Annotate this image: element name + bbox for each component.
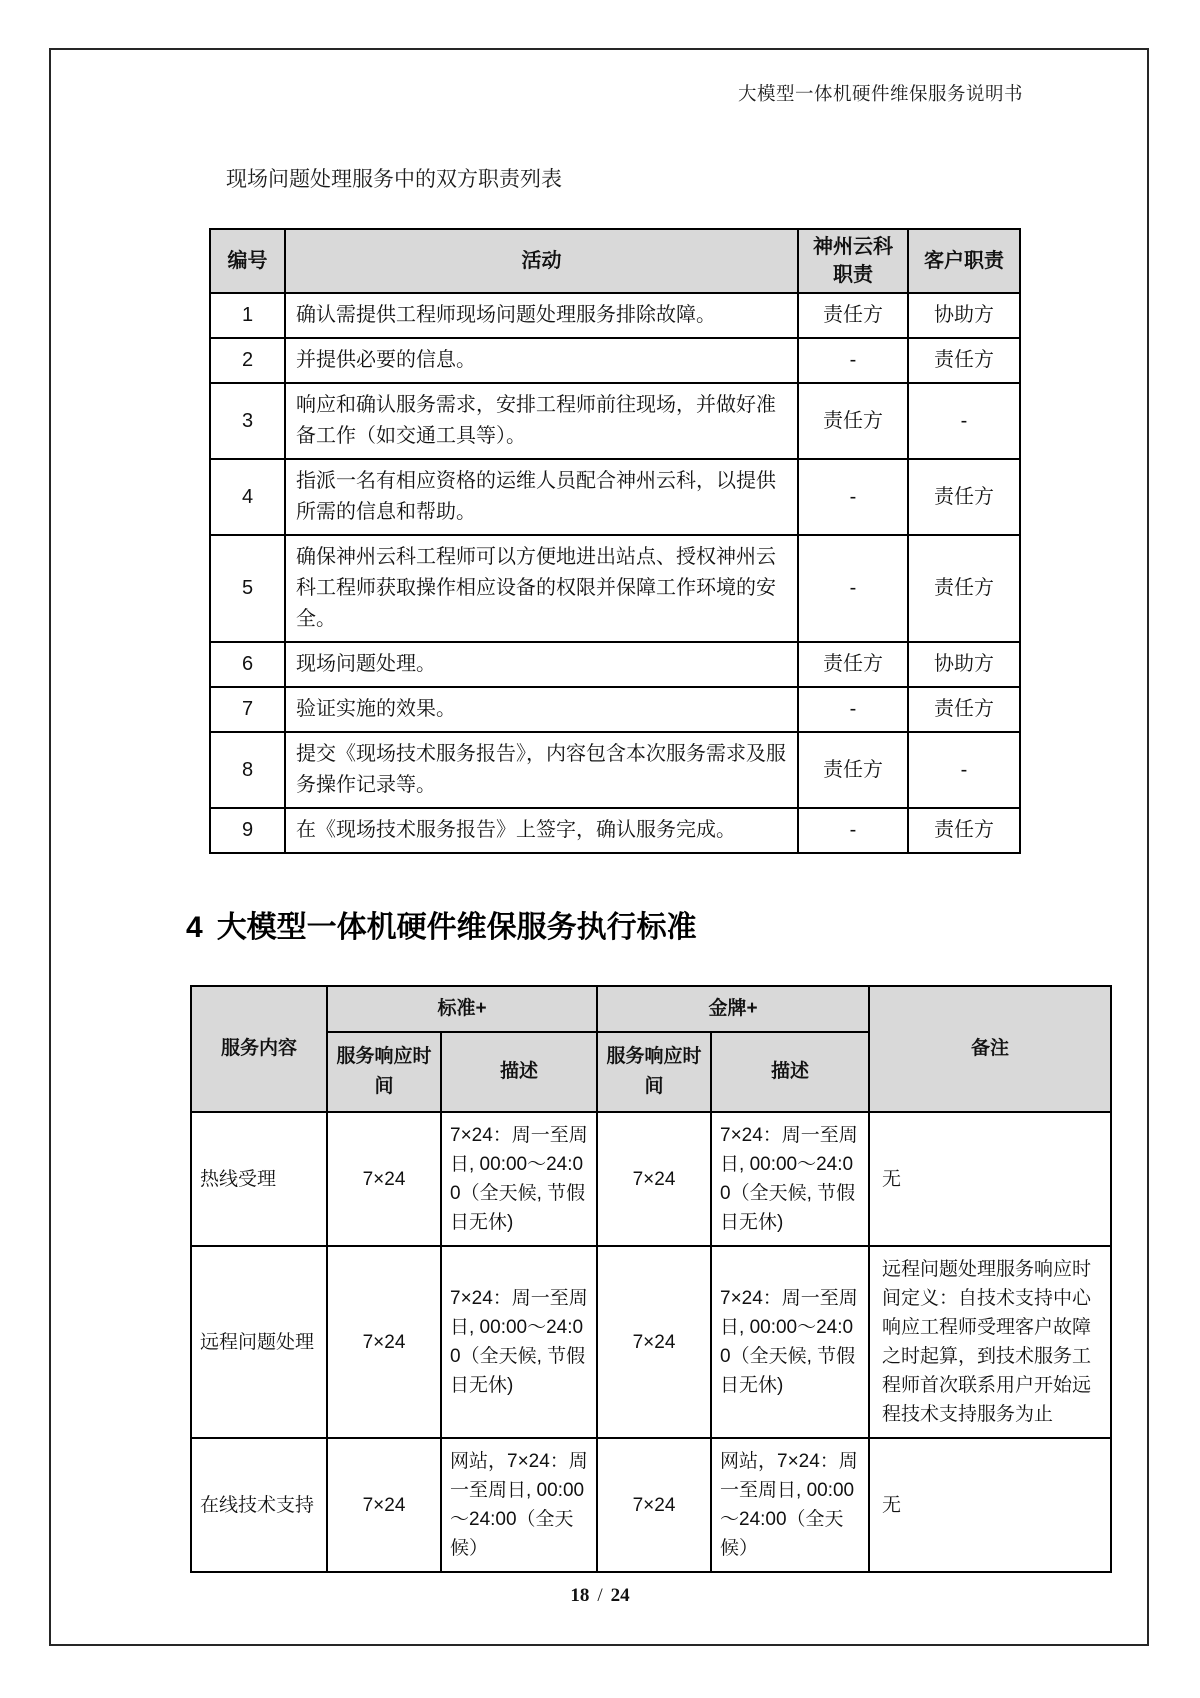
row-no: 9 xyxy=(210,808,285,853)
sla-row-online xyxy=(191,1438,1111,1572)
responsibility-table xyxy=(209,228,1021,854)
row-no: 8 xyxy=(210,732,285,808)
remark-cell: 远程问题处理服务响应时间定义：自技术支持中心响应工程师受理客户故障之时起算，到技术服务工程师首次联系用户开始远程技术支持服务为止 xyxy=(869,1246,1111,1438)
table-row xyxy=(210,338,1020,383)
row-customer: 协助方 xyxy=(908,293,1020,338)
row-activity: 指派一名有相应资格的运维人员配合神州云科，以提供所需的信息和帮助。 xyxy=(285,459,798,535)
gold-response-time: 7×24 xyxy=(597,1112,711,1246)
table-row xyxy=(210,293,1020,338)
row-vendor: 责任方 xyxy=(798,642,908,687)
row-activity: 验证实施的效果。 xyxy=(285,687,798,732)
sla-header-row-1 xyxy=(191,986,1111,1032)
row-activity: 提交《现场技术服务报告》，内容包含本次服务需求及服务操作记录等。 xyxy=(285,732,798,808)
std-response-time: 7×24 xyxy=(327,1112,441,1246)
row-no: 2 xyxy=(210,338,285,383)
row-no: 1 xyxy=(210,293,285,338)
sla-row-remote xyxy=(191,1246,1111,1438)
service-name: 远程问题处理 xyxy=(191,1246,327,1438)
std-response-time: 7×24 xyxy=(327,1246,441,1438)
std-response-time: 7×24 xyxy=(327,1438,441,1572)
table-row xyxy=(210,642,1020,687)
col-header-standard-plus: 标准+ xyxy=(327,986,597,1032)
row-activity: 并提供必要的信息。 xyxy=(285,338,798,383)
gold-description: 7×24：周一至周日, 00:00～24:00（全天候, 节假日无休) xyxy=(711,1112,869,1246)
row-customer: 责任方 xyxy=(908,459,1020,535)
gold-response-time: 7×24 xyxy=(597,1438,711,1572)
col-header-remark: 备注 xyxy=(869,986,1111,1112)
row-activity: 响应和确认服务需求，安排工程师前往现场，并做好准备工作（如交通工具等）。 xyxy=(285,383,798,459)
table-row xyxy=(210,687,1020,732)
current-page-number: 18 xyxy=(570,1585,590,1606)
total-page-number: 24 xyxy=(610,1585,630,1606)
row-customer: 责任方 xyxy=(908,535,1020,642)
row-activity: 在《现场技术服务报告》上签字，确认服务完成。 xyxy=(285,808,798,853)
col-header-std-description: 描述 xyxy=(441,1032,597,1112)
row-vendor: - xyxy=(798,535,908,642)
gold-response-time: 7×24 xyxy=(597,1246,711,1438)
page-number-separator: / xyxy=(597,1585,603,1606)
col-header-gold-plus: 金牌+ xyxy=(597,986,869,1032)
sla-table xyxy=(190,985,1112,1573)
section-heading xyxy=(186,908,697,948)
col-header-service-content: 服务内容 xyxy=(191,986,327,1112)
section-number: 4 xyxy=(186,911,203,944)
remark-cell: 无 xyxy=(869,1438,1111,1572)
col-header-std-response-time: 服务响应时间 xyxy=(327,1032,441,1112)
gold-description: 网站，7×24：周一至周日, 00:00～24:00（全天候） xyxy=(711,1438,869,1572)
remark-cell: 无 xyxy=(869,1112,1111,1246)
col-header-gold-description: 描述 xyxy=(711,1032,869,1112)
row-customer: 责任方 xyxy=(908,687,1020,732)
table-header-row xyxy=(210,229,1020,293)
row-vendor: 责任方 xyxy=(798,293,908,338)
table-row xyxy=(210,535,1020,642)
row-vendor: 责任方 xyxy=(798,383,908,459)
row-customer: 责任方 xyxy=(908,808,1020,853)
document-header-title: 大模型一体机硬件维保服务说明书 xyxy=(737,85,1023,105)
col-header-vendor: 神州云科职责 xyxy=(798,229,908,293)
row-no: 5 xyxy=(210,535,285,642)
gold-description: 7×24：周一至周日, 00:00～24:00（全天候, 节假日无休) xyxy=(711,1246,869,1438)
row-customer: 协助方 xyxy=(908,642,1020,687)
col-header-customer: 客户职责 xyxy=(908,229,1020,293)
service-name: 热线受理 xyxy=(191,1112,327,1246)
row-vendor: - xyxy=(798,687,908,732)
std-description: 网站，7×24：周一至周日, 00:00～24:00（全天候） xyxy=(441,1438,597,1572)
col-header-activity: 活动 xyxy=(285,229,798,293)
row-customer: - xyxy=(908,383,1020,459)
row-no: 4 xyxy=(210,459,285,535)
row-vendor: - xyxy=(798,338,908,383)
std-description: 7×24：周一至周日, 00:00～24:00（全天候, 节假日无休) xyxy=(441,1112,597,1246)
row-customer: 责任方 xyxy=(908,338,1020,383)
intro-caption: 现场问题处理服务中的双方职责列表 xyxy=(226,168,562,191)
table-row xyxy=(210,808,1020,853)
table-row xyxy=(210,459,1020,535)
row-activity: 现场问题处理。 xyxy=(285,642,798,687)
row-activity: 确认需提供工程师现场问题处理服务排除故障。 xyxy=(285,293,798,338)
page-number-footer xyxy=(0,1585,1200,1607)
row-vendor: - xyxy=(798,459,908,535)
col-header-gold-response-time: 服务响应时间 xyxy=(597,1032,711,1112)
sla-row-hotline xyxy=(191,1112,1111,1246)
col-header-no: 编号 xyxy=(210,229,285,293)
row-customer: - xyxy=(908,732,1020,808)
table-row xyxy=(210,383,1020,459)
section-title: 大模型一体机硬件维保服务执行标准 xyxy=(216,911,697,944)
row-activity: 确保神州云科工程师可以方便地进出站点、授权神州云科工程师获取操作相应设备的权限并保障工作环境的安全。 xyxy=(285,535,798,642)
table-row xyxy=(210,732,1020,808)
row-no: 7 xyxy=(210,687,285,732)
service-name: 在线技术支持 xyxy=(191,1438,327,1572)
row-no: 3 xyxy=(210,383,285,459)
std-description: 7×24：周一至周日, 00:00～24:00（全天候, 节假日无休) xyxy=(441,1246,597,1438)
row-no: 6 xyxy=(210,642,285,687)
row-vendor: - xyxy=(798,808,908,853)
row-vendor: 责任方 xyxy=(798,732,908,808)
